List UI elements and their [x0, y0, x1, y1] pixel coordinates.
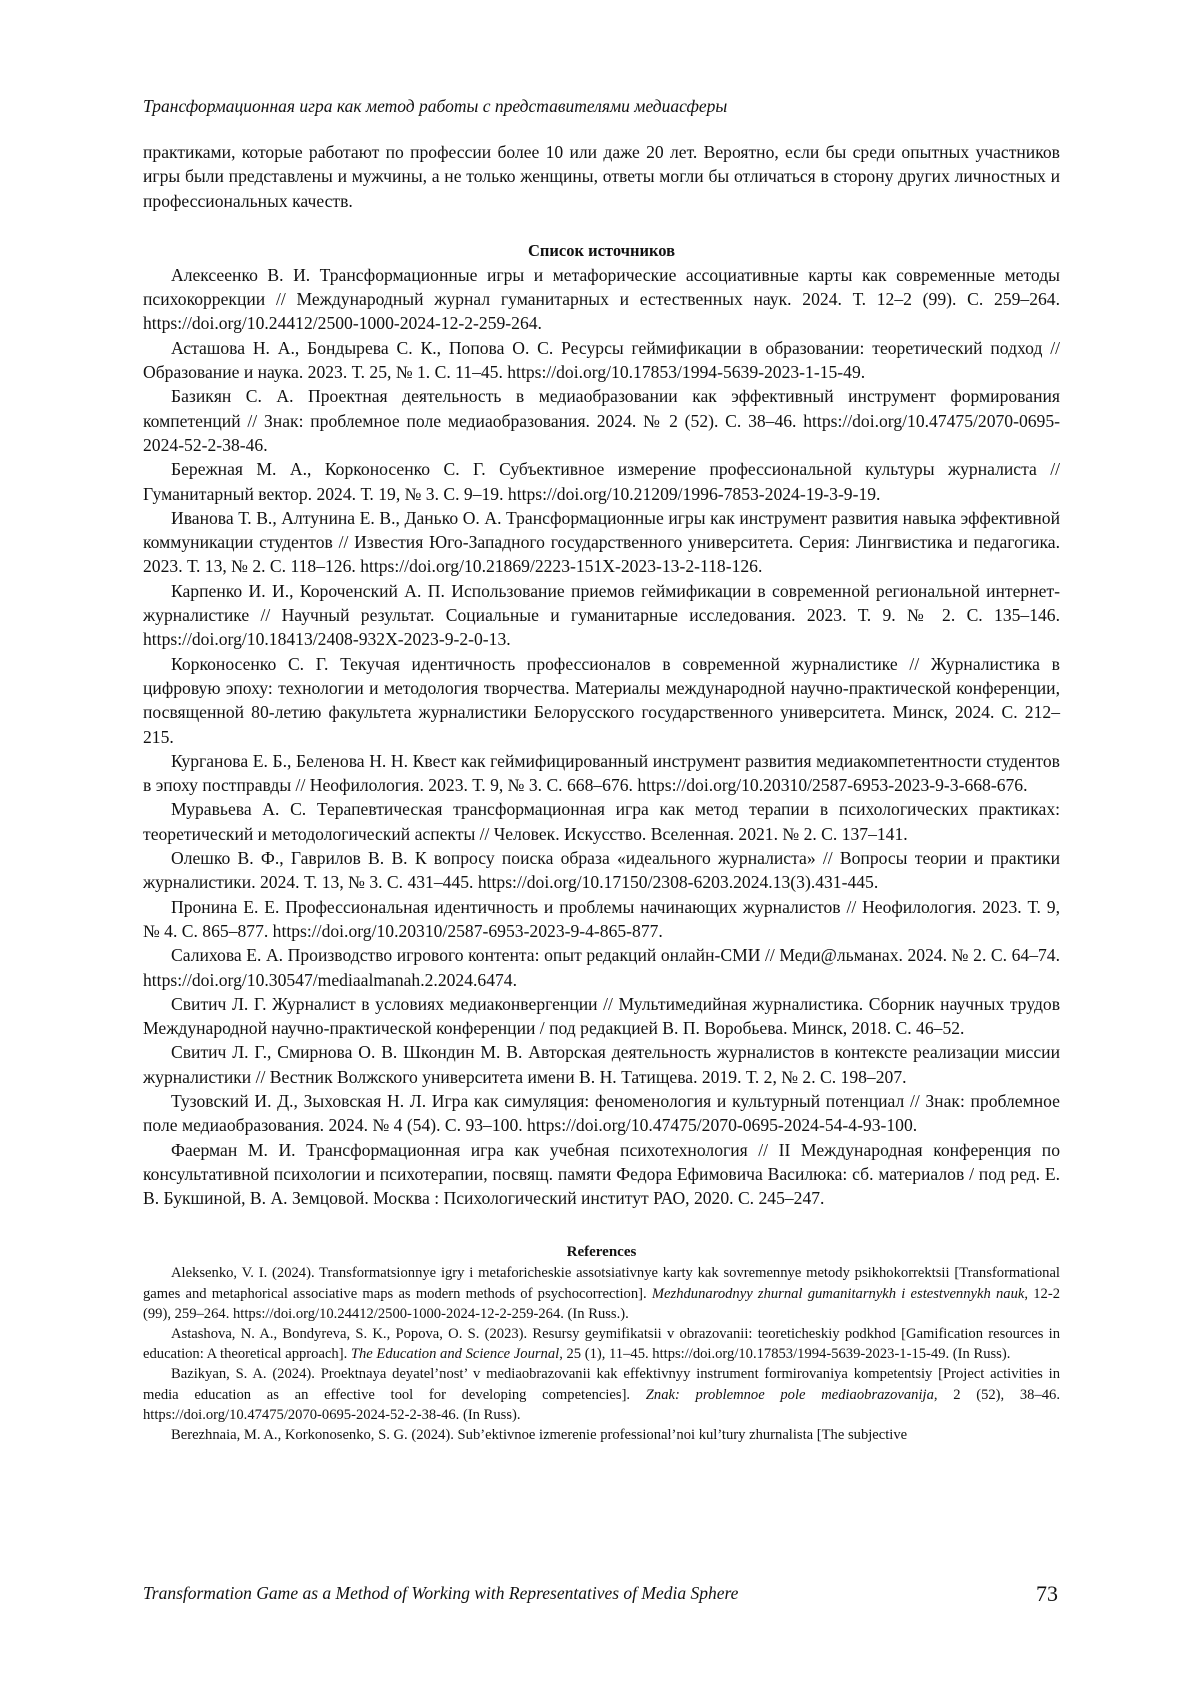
source-item: Корконосенко С. Г. Текучая идентичность профессионалов в современной журналистике // Журналистика в цифровую эпоху: технологии и методология творчества. Материалы международной научно-практической конференции, посвященной 80-летию факультета журналистики Белорусского государственного университета. Минск, 2024. С. 212–215. [143, 653, 1060, 747]
source-item: Олешко В. Ф., Гаврилов В. В. К вопросу поиска образа «идеального журналиста» // Вопросы теории и практики журналистики. 2024. Т. 13, № 3. С. 431–445. https://doi.org/10.17150/2308-6203.2024.13(3).431-445. [143, 848, 1060, 893]
source-item: Карпенко И. И., Короченский А. П. Использование приемов геймификации в современной региональной интернет-журналистике // Научный результат. Социальные и гуманитарные исследования. 2023. Т. 9. № 2. С. 135–146. https://doi.org/10.18413/2408-932X-2023-9-2-0-13. [143, 580, 1060, 650]
reference-journal: Mezhdunarodnyy zhurnal gumanitarnykh i estestvennykh nauk [651, 1285, 1025, 1302]
sources-heading: Список источников [527, 240, 676, 260]
reference-journal: The Education and Science Journal [350, 1346, 560, 1363]
sources-list [143, 263, 1060, 1211]
source-item: Пронина Е. Е. Профессиональная идентичность и проблемы начинающих журналистов // Неофилология. 2023. Т. 9, № 4. С. 865–877. https://doi.org/10.20310/2587-6953-2023-9-4-865-877. [143, 896, 1060, 941]
reference-text: , 25 (1), 11–45. https://doi.org/10.17853/1994-5639-2023-1-15-49. (In Russ). [559, 1346, 1011, 1363]
reference-text: Berezhnaia, M. A., Korkonosenko, S. G. (2024). Sub’ektivnoe izmerenie professional’noi kul’tury zhurnalista [The subjective [171, 1427, 908, 1444]
source-item: Базикян С. А. Проектная деятельность в медиаобразовании как эффективный инструмент формирования компетенций // Знак: проблемное поле медиаобразования. 2024. № 2 (52). С. 38–46. https://doi.org/10.47475/2070-0695-2024-52-2-38-46. [143, 386, 1060, 455]
reference-text: , 2 (52), 38–46. https://doi.org/10.47475/2070-0695-2024-52-2-38-46. (In Russ). [143, 1386, 1060, 1423]
source-item: Салихова Е. А. Производство игрового контента: опыт редакций онлайн-СМИ // Меди@льманах. 2024. № 2. С. 64–74. https://doi.org/10.30547/mediaalmanah.2.2024.6474. [143, 945, 1060, 990]
source-item: Свитич Л. Г., Смирнова О. В. Шкондин М. В. Авторская деятельность журналистов в контексте реализации миссии журналистики // Вестник Волжского университета имени В. Н. Татищева. 2019. Т. 2, № 2. С. 198–207. [143, 1042, 1060, 1087]
reference-text: Bazikyan, S. A. (2024). Proektnaya deyatel’nost’ v mediaobrazovanii kak effektivnyy instrument formirovaniya kompetentsiy [Project activities in media education as an effective tool for developing competencies]. [143, 1366, 1060, 1403]
source-item: Курганова Е. Б., Беленова Н. Н. Квест как геймифицированный инструмент развития медиакомпетентности студентов в эпоху постправды // Неофилология. 2023. Т. 9, № 3. С. 668–676. https://doi.org/10.20310/2587-6953-2023-9-3-668-676. [143, 750, 1060, 796]
reference-journal: Znak: problemnoe pole mediaobrazovanija [645, 1386, 934, 1403]
page-number: 73 [1036, 1581, 1058, 1606]
intro-paragraph: практиками, которые работают по профессии более 10 или даже 20 лет. Вероятно, если бы среди опытных участников игры были представлены и мужчины, а не только женщины, ответы могли бы отличаться в сторону других личностных и профессиональных качеств. [143, 142, 1060, 211]
source-item: Тузовский И. Д., Зыховская Н. Л. Игра как симуляция: феноменология и культурный потенциал // Знак: проблемное поле медиаобразования. 2024. № 4 (54). С. 93–100. https://doi.org/10.47475/2070-0695-2024-54-4-93-100. [143, 1090, 1060, 1136]
references-heading: References [566, 1244, 637, 1261]
source-item: Асташова Н. А., Бондырева С. К., Попова О. С. Ресурсы геймификации в образовании: теоретический подход // Образование и наука. 2023. Т. 25, № 1. С. 11–45. https://doi.org/10.17853/1994-5639-2023-1-15-49. [143, 337, 1060, 383]
running-header: Трансформационная игра как метод работы с представителями медиасферы [143, 96, 728, 116]
reference-text: Astashova, N. A., Bondyreva, S. K., Popova, O. S. (2023). Resursy geymifikatsii v obrazovanii: teoreticheskiy podkhod [Gamification resources in education: A theoretical approach]. [143, 1326, 1060, 1363]
references-list [143, 1263, 1060, 1445]
source-item: Иванова Т. В., Алтунина Е. В., Данько О. А. Трансформационные игры как инструмент развития навыка эффективной коммуникации студентов // Известия Юго-Западного государственного университета. Серия: Лингвистика и педагогика. 2023. Т. 13, № 2. С. 118–126. https://doi.org/10.21869/2223-151X-2023-13-2-118-126. [143, 507, 1060, 577]
reference-text: , 12-2 (99), 259–264. https://doi.org/10.24412/2500-1000-2024-12-2-259-264. (In Russ.). [143, 1285, 1060, 1322]
source-item: Свитич Л. Г. Журналист в условиях медиаконвергенции // Мультимедийная журналистика. Сборник научных трудов Международной научно-практической конференции / под редакцией В. П. Воробьева. Минск, 2018. С. 46–52. [143, 993, 1060, 1039]
footer-title: Transformation Game as a Method of Working with Representatives of Media Sphere [143, 1583, 739, 1603]
reference-item [143, 1425, 1060, 1445]
reference-text: Aleksenko, V. I. (2024). Transformatsionnye igry i metaforicheskie assotsiativnye karty kak sovremennye metody psikhokorrektsii [Transformational games and metaphorical associative maps as modern methods of psychocorrection]. [143, 1265, 1060, 1302]
reference-item [143, 1364, 1060, 1425]
reference-item [143, 1263, 1060, 1324]
source-item: Алексеенко В. И. Трансформационные игры и метафорические ассоциативные карты как современные методы психокоррекции // Международный журнал гуманитарных и естественных наук. 2024. Т. 12–2 (99). С. 259–264. https://doi.org/10.24412/2500-1000-2024-12-2-259-264. [143, 264, 1060, 334]
page-content [143, 140, 1060, 1445]
source-item: Бережная М. А., Корконосенко С. Г. Субъективное измерение профессиональной культуры журналиста // Гуманитарный вектор. 2024. Т. 19, № 3. С. 9–19. https://doi.org/10.21209/1996-7853-2024-19-3-9-19. [143, 459, 1060, 504]
source-item: Фаерман М. И. Трансформационная игра как учебная психотехнология // II Международная конференция по консультативной психологии и психотерапии, посвящ. памяти Федора Ефимовича Василюка: сб. материалов / под ред. Е. В. Букшиной, В. А. Земцовой. Москва : Психологический институт РАО, 2020. С. 245–247. [143, 1139, 1060, 1209]
reference-item [143, 1324, 1060, 1364]
source-item: Муравьева А. С. Терапевтическая трансформационная игра как метод терапии в психологических практиках: теоретический и методологический аспекты // Человек. Искусство. Вселенная. 2021. № 2. С. 137–141. [143, 799, 1060, 844]
